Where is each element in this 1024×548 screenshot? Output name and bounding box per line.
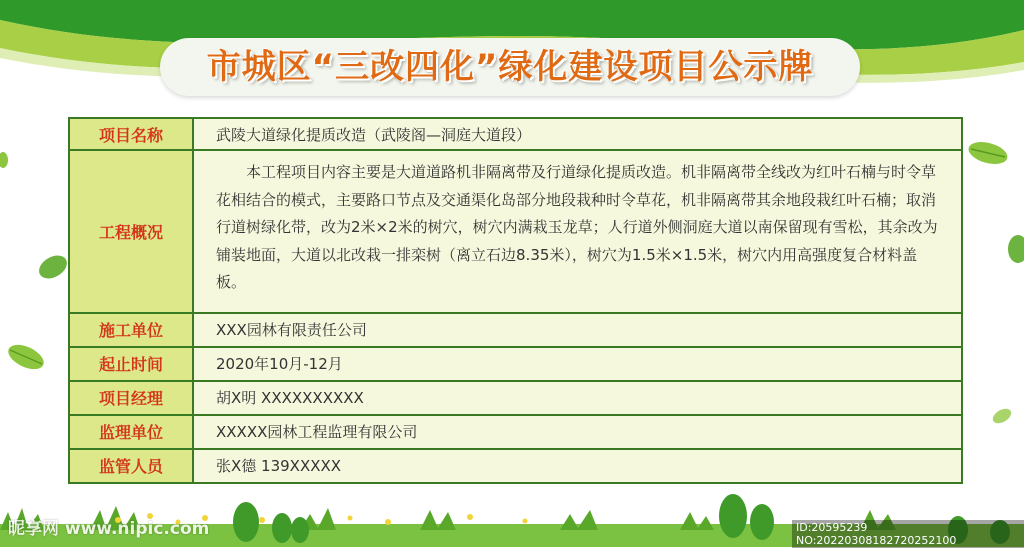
row-label: 项目名称 <box>69 118 193 150</box>
row-label: 项目经理 <box>69 381 193 415</box>
row-label: 监管人员 <box>69 449 193 483</box>
table-row <box>69 118 962 150</box>
leaf-icon <box>1004 234 1024 264</box>
table-row <box>69 347 962 381</box>
watermark-id: ID:20595239 NO:20220308182720252100 <box>792 520 1024 548</box>
table-row <box>69 415 962 449</box>
leaf-icon <box>965 138 1011 168</box>
row-label: 监理单位 <box>69 415 193 449</box>
row-value-description: 本工程项目内容主要是大道道路机非隔离带及行道绿化提质改造。机非隔离带全线改为红叶石楠与时令草花相结合的模式，主要路口节点及交通渠化岛部分地段栽种时令草花，机非隔离带其余地段栽红叶石楠；取消行道树绿化带，改为2米×2米的树穴，树穴内满栽玉龙草；人行道外侧洞庭大道以南保留现有雪松，其余改为铺装地面，大道以北改栽一排栾树（离立石边8.35米），树穴为1.5米×1.5米，树穴内用高强度复合材料盖板。 <box>193 150 962 312</box>
row-value: 胡X明 XXXXXXXXXX <box>193 381 962 415</box>
table-row <box>69 313 962 347</box>
row-label: 起止时间 <box>69 347 193 381</box>
row-label: 工程概况 <box>69 150 193 312</box>
info-board-table <box>68 117 963 484</box>
leaf-icon <box>4 342 48 372</box>
leaf-icon <box>990 406 1014 426</box>
row-value: XXXXX园林工程监理有限公司 <box>193 415 962 449</box>
row-value: XXX园林有限责任公司 <box>193 313 962 347</box>
table-row <box>69 150 962 312</box>
row-label: 施工单位 <box>69 313 193 347</box>
table-row <box>69 449 962 483</box>
page-title: 市城区“三改四化”绿化建设项目公示牌 <box>206 47 814 87</box>
leaf-icon <box>36 252 70 282</box>
row-value: 张X德 139XXXXX <box>193 449 962 483</box>
watermark-site: 昵享网 www.nipic.com <box>8 519 210 539</box>
table-row <box>69 381 962 415</box>
row-value: 武陵大道绿化提质改造（武陵阁—洞庭大道段） <box>193 118 962 150</box>
row-value: 2020年10月-12月 <box>193 347 962 381</box>
leaf-icon <box>0 150 10 170</box>
